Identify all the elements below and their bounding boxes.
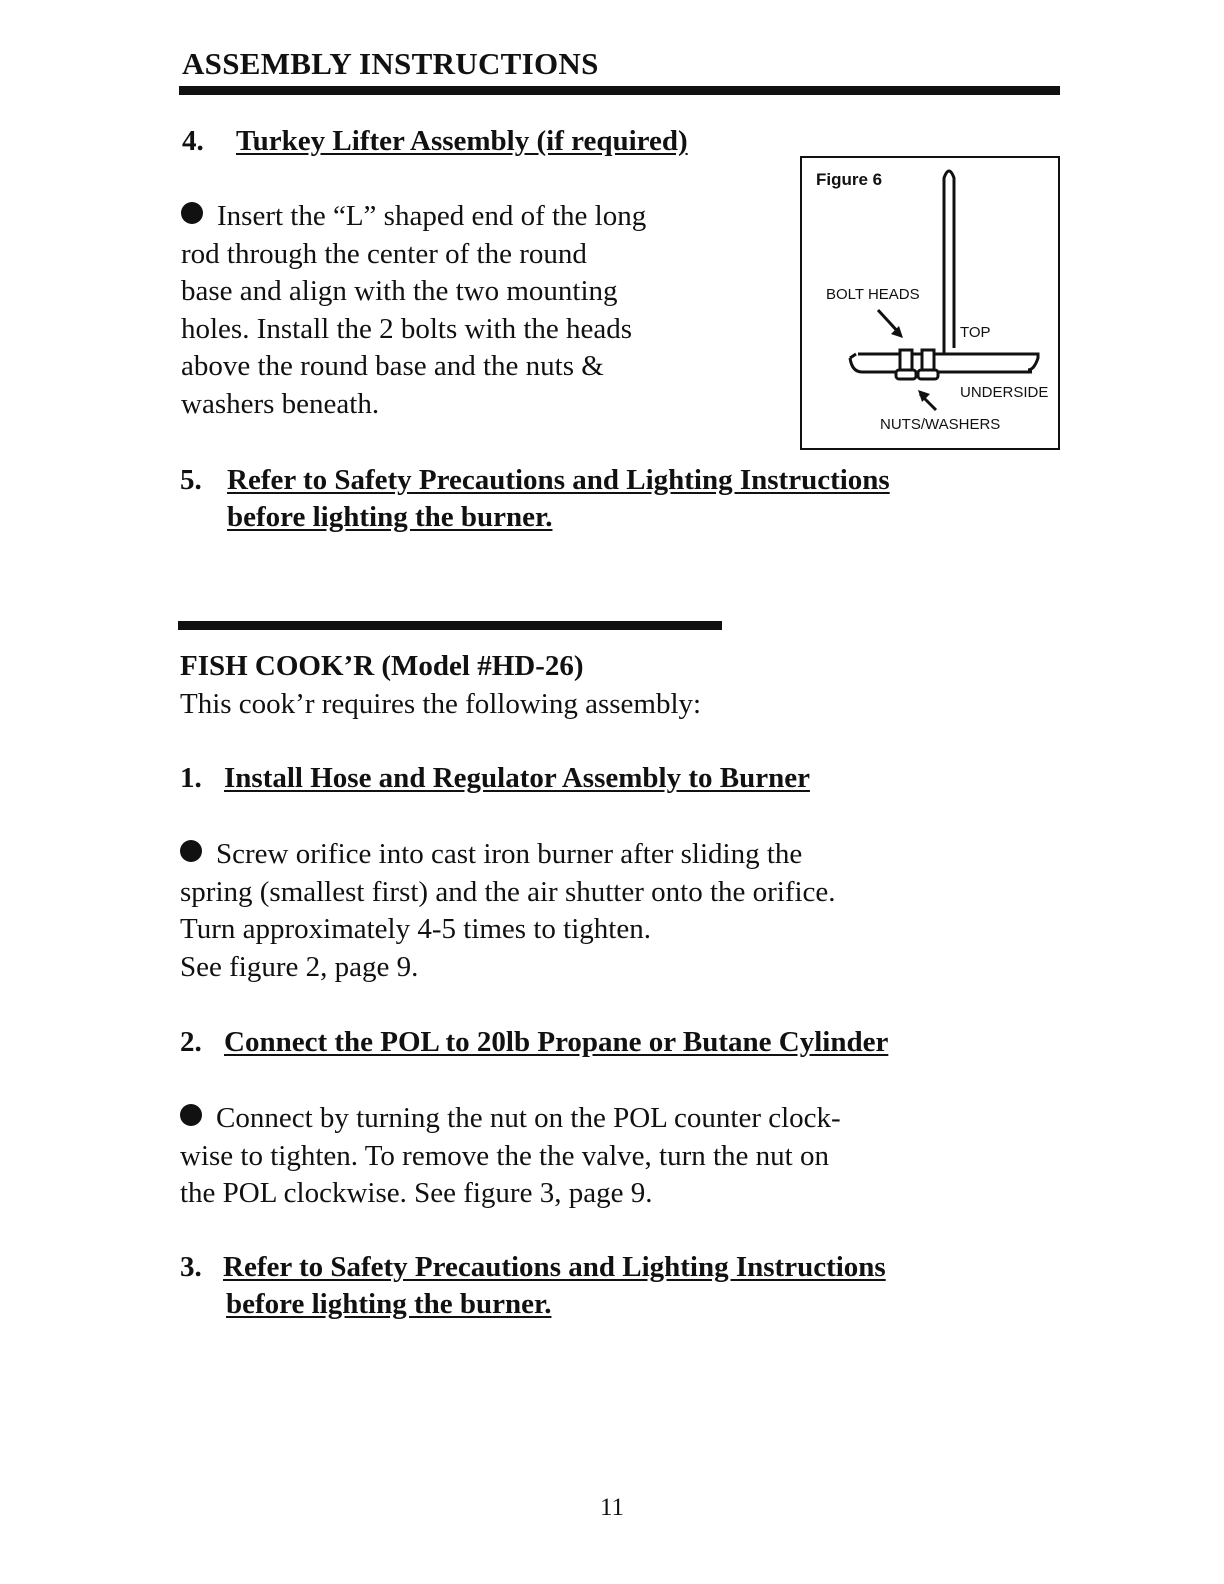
step4-line-4: holes. Install the 2 bolts with the heads (181, 312, 633, 345)
fish-cookr-intro: This cook’r requires the following assembly: (180, 688, 702, 720)
fish-step3-heading-line1: Refer to Safety Precautions and Lighting Instructions (223, 1251, 886, 1283)
step4-number: 4. (182, 125, 204, 157)
bullet-icon (180, 840, 202, 862)
fish-step2-line-2: wise to tighten. To remove the the valve, turn the nut on (180, 1139, 829, 1172)
step4-line-6: washers beneath. (181, 387, 380, 420)
turkey-lifter-diagram (802, 158, 1058, 448)
fish-step2-line-3: the POL clockwise. See figure 3, page 9. (180, 1177, 653, 1209)
fish-step2-instructions (180, 1100, 1060, 1213)
page-header-title: ASSEMBLY INSTRUCTIONS (182, 46, 599, 81)
figure-6-title: Figure 6 (816, 170, 883, 189)
fish-step3-heading-line2: before lighting the burner. (226, 1288, 552, 1320)
step4-heading: Turkey Lifter Assembly (if required) (236, 125, 688, 157)
figure-6-box (800, 156, 1060, 450)
step5-heading-line1: Refer to Safety Precautions and Lighting Instructions (227, 464, 890, 496)
step4-line-5: above the round base and the nuts & (181, 350, 604, 382)
label-underside: UNDERSIDE (960, 384, 1049, 401)
step5-number: 5. (180, 464, 202, 496)
step4-line-2: rod through the center of the round (181, 237, 587, 270)
fish-step1-line-2: spring (smallest first) and the air shutter onto the orifice. (180, 875, 836, 908)
step4-instructions (181, 198, 791, 423)
label-top: TOP (960, 324, 991, 341)
fish-step2-number: 2. (180, 1026, 202, 1058)
step5-heading-line2: before lighting the burner. (227, 501, 553, 533)
label-bolt-heads: BOLT HEADS (826, 286, 920, 303)
fish-step1-heading: Install Hose and Regulator Assembly to Burner (224, 762, 810, 794)
bullet-icon (181, 202, 203, 224)
header-rule (179, 86, 1060, 95)
label-nuts-washers: NUTS/WASHERS (880, 416, 1001, 433)
bullet-icon (180, 1104, 202, 1126)
fish-step1-line-3: Turn approximately 4-5 times to tighten. (180, 913, 651, 945)
fish-step2-heading: Connect the POL to 20lb Propane or Butane Cylinder (224, 1026, 889, 1058)
fish-step3-number: 3. (180, 1251, 202, 1283)
fish-step1-number: 1. (180, 762, 202, 794)
fish-step2-line-1: Connect by turning the nut on the POL counter clock- (180, 1100, 1060, 1138)
page-number: 11 (599, 1494, 625, 1521)
step4-line-1: Insert the “L” shaped end of the long (181, 198, 791, 236)
fish-step1-instructions (180, 836, 1060, 986)
step4-line-3: base and align with the two mounting (181, 275, 618, 307)
fish-cookr-title: FISH COOK’R (Model #HD-26) (180, 650, 584, 682)
fish-step1-line-1: Screw orifice into cast iron burner after sliding the (180, 836, 1060, 874)
section-divider (178, 621, 722, 630)
fish-step1-line-4: See figure 2, page 9. (180, 950, 419, 983)
